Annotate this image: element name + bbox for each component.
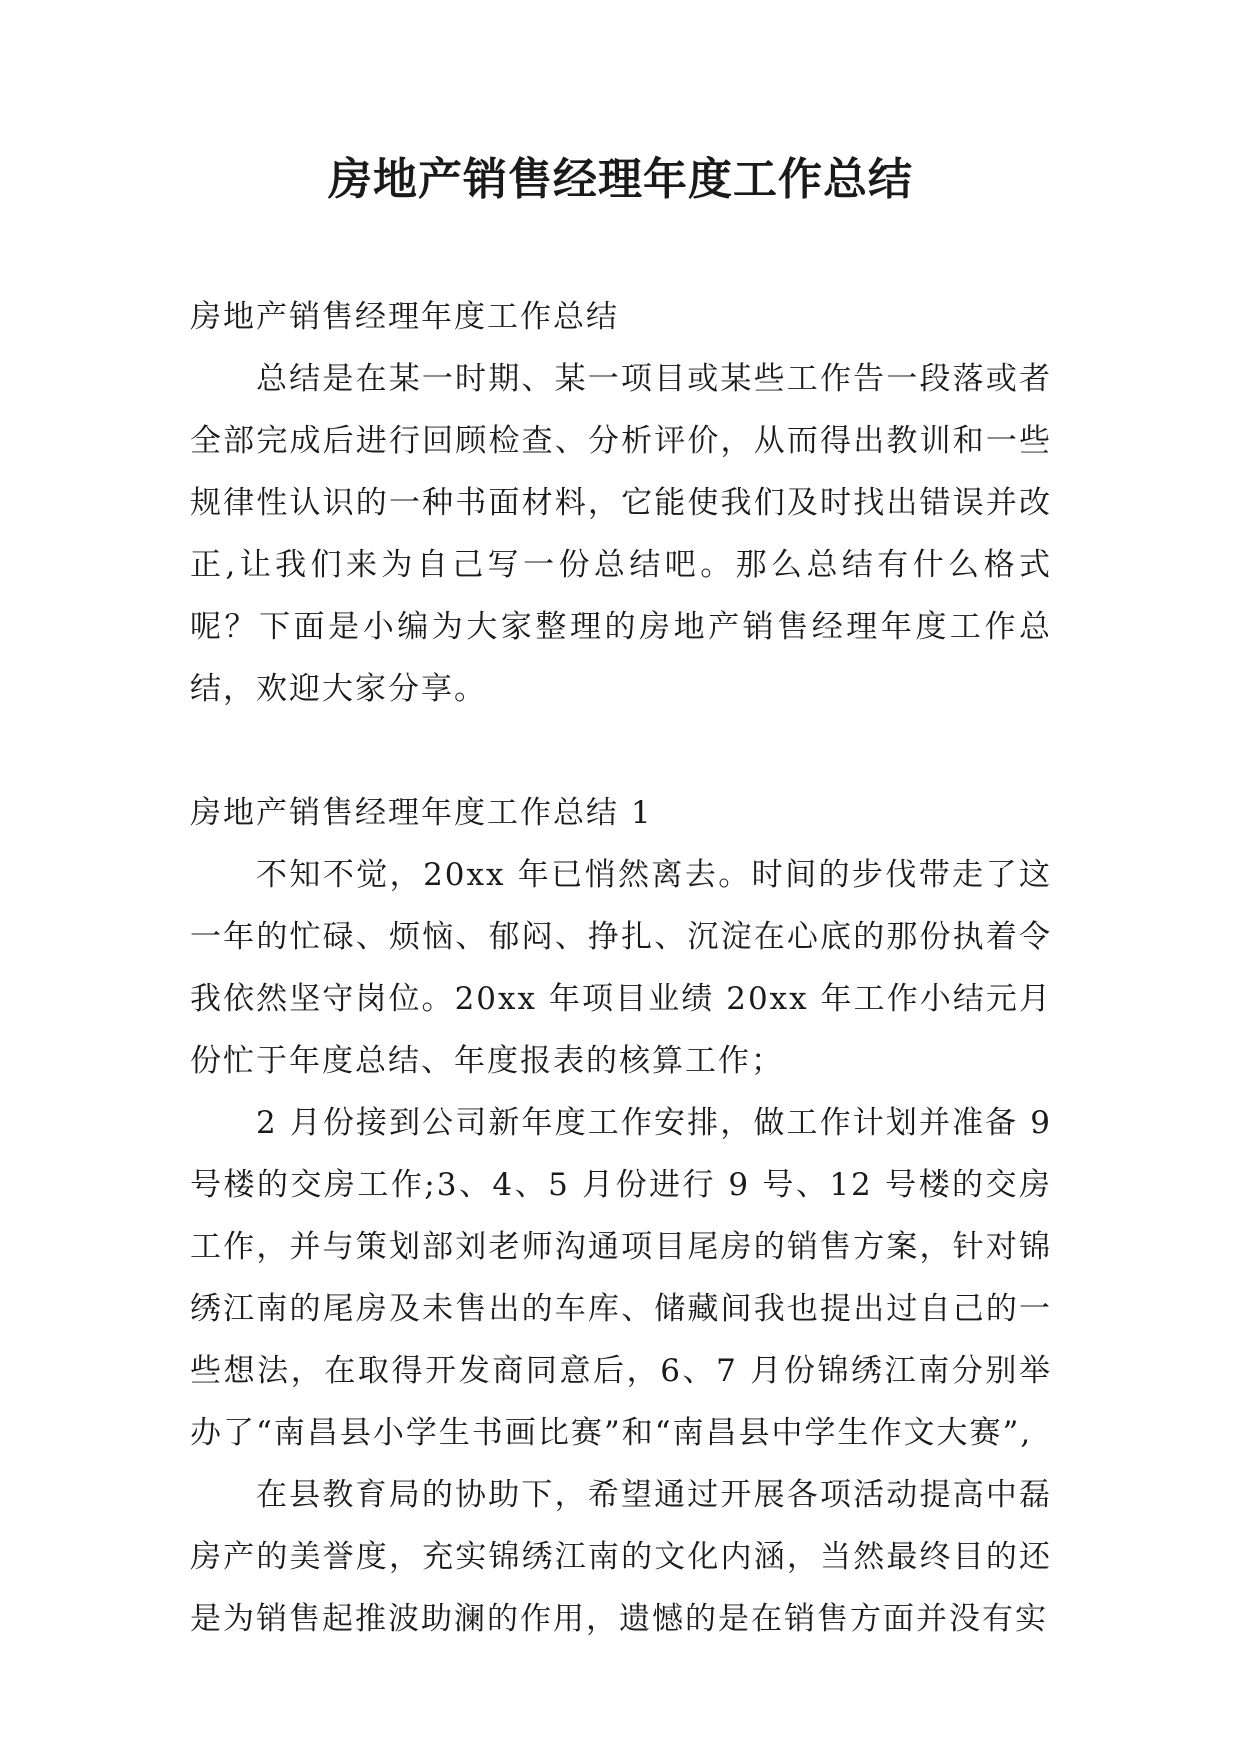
- document-title: 房地产销售经理年度工作总结: [328, 154, 913, 205]
- intro-paragraph: 总结是在某一时期、某一项目或某些工作告一段落或者全部完成后进行回顾检查、分析评价，从而得出教训和一些规律性认识的一种书面材料，它能使我们及时找出错误并改正,让我们来为自己写一份总结吧。那么总结有什么格式呢？下面是小编为大家整理的房地产销售经理年度工作总结，欢迎大家分享。: [190, 361, 1052, 707]
- section-1-paragraph-1: 不知不觉，20xx 年已悄然离去。时间的步伐带走了这一年的忙碌、烦恼、郁闷、挣扎、沉淀在心底的那份执着令我依然坚守岗位。20xx 年项目业绩 20xx 年工作小结元月份忙于年度总结、年度报表的核算工作；: [190, 857, 1052, 1079]
- intro-heading: 房地产销售经理年度工作总结: [190, 299, 619, 335]
- section-1-heading: 房地产销售经理年度工作总结 1: [190, 795, 653, 831]
- section-1-paragraph-3: 在县教育局的协助下，希望通过开展各项活动提高中磊房产的美誉度，充实锦绣江南的文化内涵，当然最终目的还是为销售起推波助澜的作用，遗憾的是在销售方面并没有实: [190, 1477, 1052, 1637]
- section-1-paragraph-2: 2 月份接到公司新年度工作安排，做工作计划并准备 9 号楼的交房工作;3、4、5 月份进行 9 号、12 号楼的交房工作，并与策划部刘老师沟通项目尾房的销售方案，针对锦绣江南的尾房及未售出的车库、储藏间我也提出过自己的一些想法，在取得开发商同意后，6、7 月份锦绣江南分别举办了“南昌县小学生书画比赛”和“南昌县中学生作文大赛”,: [190, 1105, 1052, 1451]
- section-gap: [190, 720, 1052, 782]
- document-body: [190, 286, 1052, 1650]
